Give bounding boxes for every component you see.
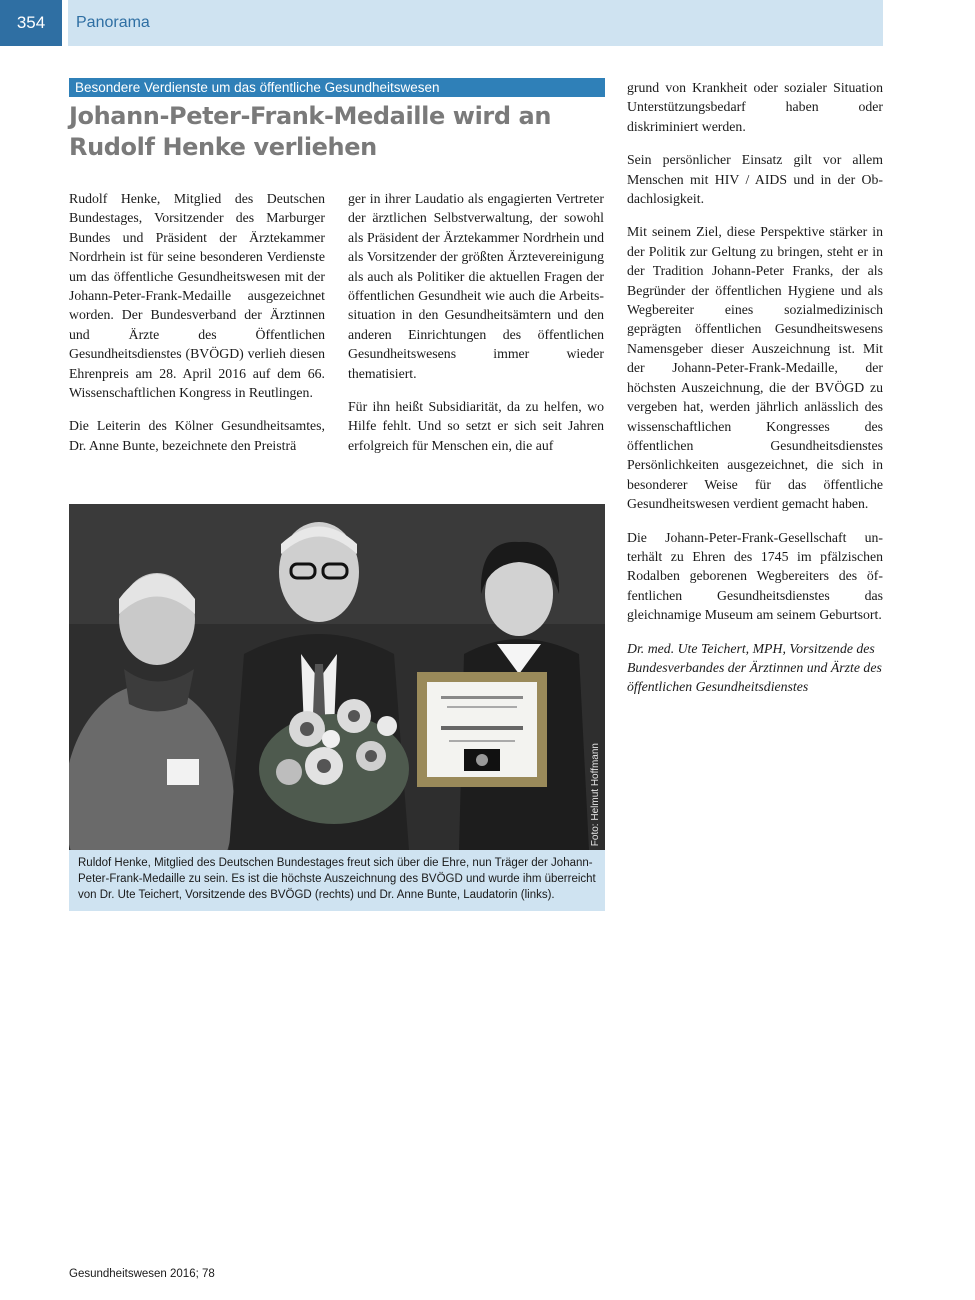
section-header: [68, 0, 883, 46]
paragraph: Sein persönlicher Einsatz gilt vor allem Menschen mit HIV / AIDS und in der Obdachlosigkeit.: [627, 152, 883, 207]
author-signature: Dr. med. Ute Teichert, MPH, Vorsitzende des Bundesverbandes der Ärztinnen und Ärzte des öffentlichen Gesundheitsdienstes: [627, 640, 882, 695]
journal-citation: Gesundheitswesen 2016; 78: [69, 1268, 215, 1280]
article-kicker: Besondere Verdienste um das öffentliche Gesundheitswesen: [69, 78, 605, 97]
award-photo: [69, 504, 605, 850]
photo-caption: Ruldof Henke, Mitglied des Deutschen Bundestages freut sich über die Ehre, nun Träger der Johann-Peter-Frank-Medaille zu sein. Es ist die höchste Auszeichnung des BVÖGD und wurde ihm überreicht von Dr. Ute Teichert, Vorsitzende des BVÖGD (rechts) und Dr. Anne Bunte, Laudatorin (links).: [69, 850, 605, 911]
photo-illustration: [69, 504, 605, 850]
page-number: 354: [0, 0, 62, 46]
paragraph: ger in ihrer Laudatio als engagierten Vertreter der ärztlichen Selbstverwaltung, der sowohl als Präsident der Ärztekammer Nordrhein und als Vorsitzender der größten Ärztevereinigung als auch als Politiker die aktuellen Fragen der öffentlichen Gesundheit wie auch die Arbeitssituation in den Gesundheitsämtern und den anderen Einrichtungen des öffentlichen Gesundheitswesens immer wieder thematisiert.: [348, 191, 604, 381]
paragraph: Rudolf Henke, Mitglied des Deutschen Bundestages, Vorsitzender des Marburger Bundes und Präsident der Ärztekammer Nordrhein ist für seine besonderen Verdienste um das öffentliche Gesundheitswesen mit der Johann-Peter-Frank-Medaille ausgezeichnet worden. Der Bundesverband der Ärztinnen und Ärzte des Öffentlichen Gesundheitsdienstes (BVÖGD) verlieh diesen Ehrenpreis am 28. April 2016 auf dem 66. Wissenschaftlichen Kongress in Reutlingen.: [69, 191, 325, 401]
section-label: Panorama: [76, 14, 150, 31]
text-column-3: [627, 78, 883, 711]
article-title: Johann-Peter-Frank-Medaille wird an Rudolf Henke verliehen: [69, 102, 552, 161]
text-column-2: [348, 189, 604, 469]
name-badge: [167, 759, 199, 785]
paragraph: Mit seinem Ziel, diese Perspektive stärker in der Politik zur Geltung zu bringen, steht er in der Tradition Johann-Peter Franks, der als Begründer der öffentlichen Hygiene und als Wegbereiter eines sozialmedizinisch geprägten öffentlichen Gesundheitswesens Namensgeber dieser Auszeichnung ist. Mit der Johann-Peter-Frank-Medaille, der höchsten Auszeichnung, die der BVÖGD zu vergeben hat, werden jährlich anlässlich des wissenschaftlichen Kongresses des öffentlichen Gesundheitsdienstes Persönlichkeiten ausgezeichnet, die sich in besonderer Weise für das öffentliche Gesundheitswesen verdient gemacht haben.: [627, 224, 883, 512]
paragraph: grund von Krankheit oder sozialer Situation Unterstützungsbedarf haben oder diskriminiert werden.: [627, 80, 883, 134]
photo-credit: Foto: Helmut Hoffmann: [590, 742, 601, 846]
paragraph: Die Johann-Peter-Frank-Gesellschaft unterhält zu Ehren des 1745 im pfälzischen Rodalben geborenen Wegbereiters des öffentlichen Gesundheitsdienstes das gleichnamige Museum am seinem Geburtsort.: [627, 529, 883, 623]
paragraph: Für ihn heißt Subsidiarität, da zu helfen, wo Hilfe fehlt. Und so setzt er sich seit Jahren erfolgreich für Menschen ein, die auf: [348, 399, 604, 453]
text-column-1: [69, 189, 325, 469]
paragraph: Die Leiterin des Kölner Gesundheitsamtes, Dr. Anne Bunte, bezeichnete den Preisträ: [69, 418, 325, 453]
